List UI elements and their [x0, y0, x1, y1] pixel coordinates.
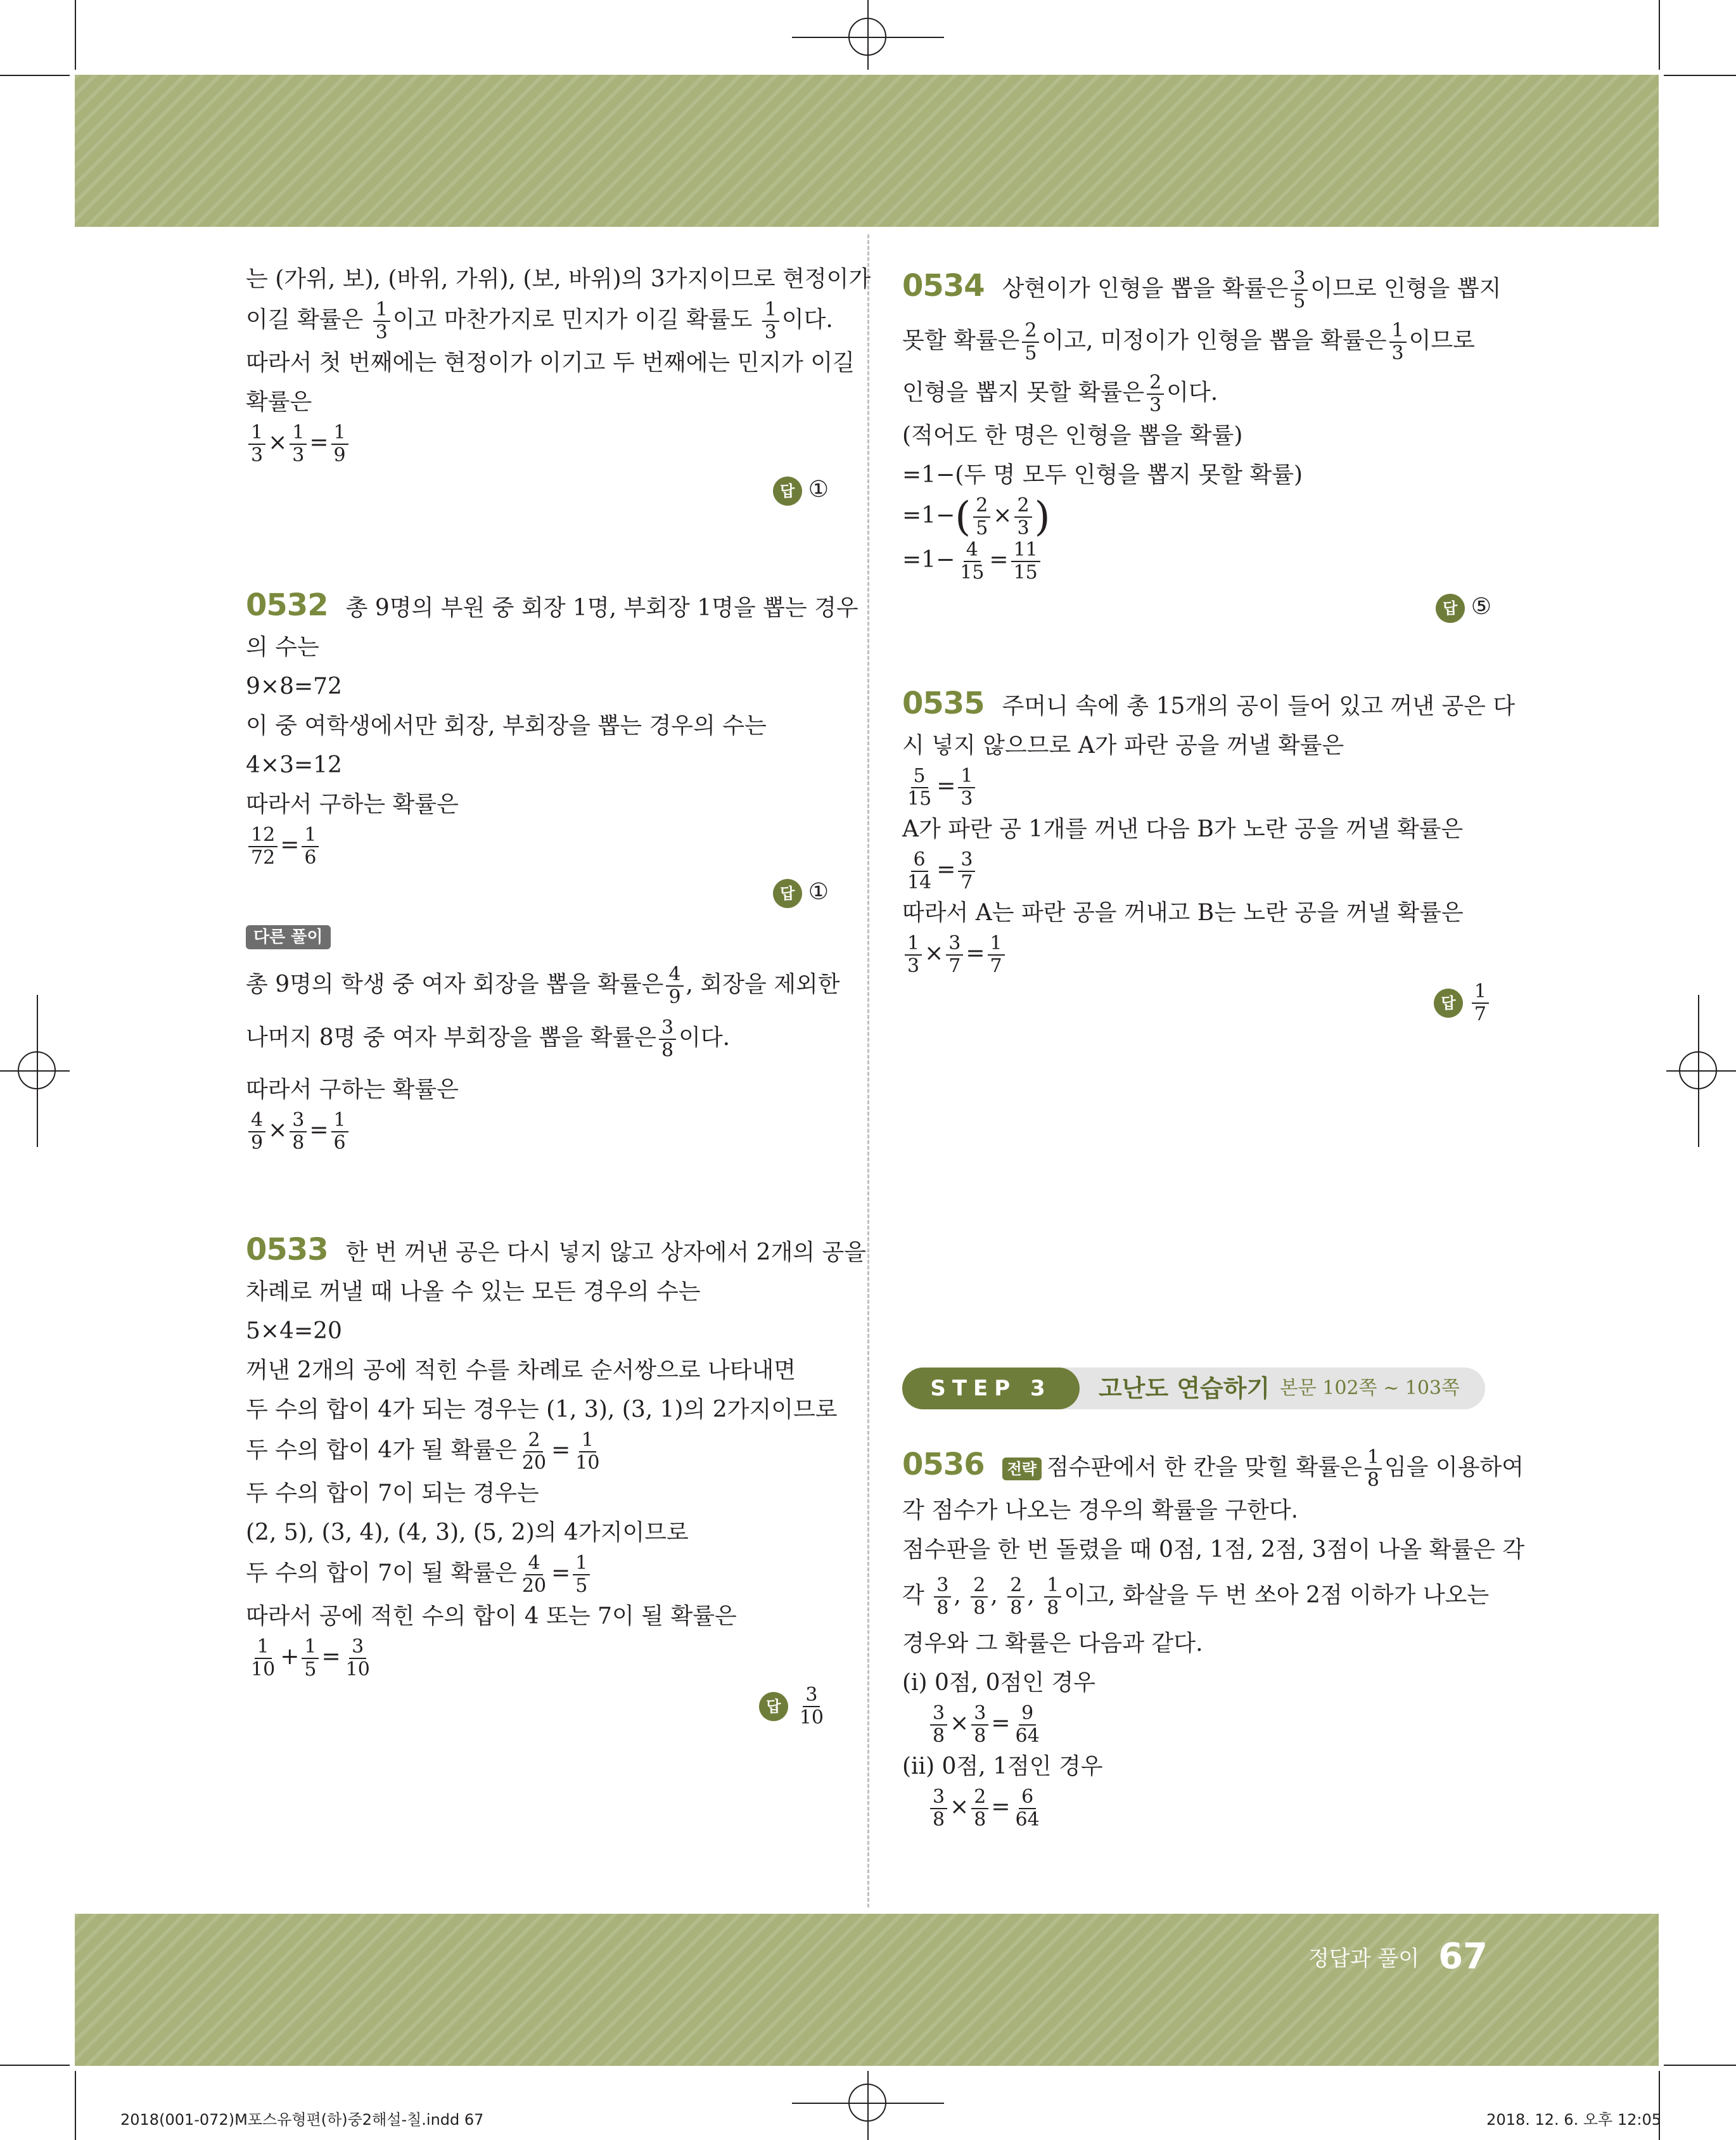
answer-value: $\frac{1}{7}$: [1472, 981, 1489, 1025]
equation: =1− $\frac{4}{15}$ = $\frac{11}{15}$: [902, 539, 1491, 584]
answer: [246, 873, 829, 912]
text-line: 경우와 그 확률은 다음과 같다.: [902, 1631, 1203, 1656]
text-line: 나머지 8명 중 여자 부회장을 뽑을 확률은 $\frac{3}{8}$ 이다.: [246, 1016, 731, 1061]
equation: $\frac{12}{72}$ = $\frac{1}{6}$: [246, 824, 829, 869]
text-line: 꺼낸 2개의 공에 적힌 수를 차례로 순서쌍으로 나타내면: [246, 1357, 796, 1383]
text-line: 인형을 뽑지 못할 확률은 $\frac{2}{3}$ 이다.: [902, 371, 1218, 416]
answer-value: $\frac{3}{10}$: [799, 1684, 824, 1729]
answer: [902, 587, 1491, 627]
problem-number: 0533: [246, 1232, 328, 1267]
text-line: 의 수는: [246, 634, 319, 660]
text-line: 각 $\frac{3}{8}$ , $\frac{2}{8}$ , $\frac{2}{8}$ , $\frac{1}{8}$ 이고, 화살을 두 번 쏘아 2점 이하가 나오는: [902, 1574, 1490, 1619]
text-line: 시 넣지 않으므로 A가 파란 공을 꺼낼 확률은: [902, 733, 1344, 759]
text-line: 점수판을 한 번 돌렸을 때 0점, 1점, 2점, 3점이 나올 확률은 각: [902, 1537, 1525, 1563]
text-line: 따라서 구하는 확률은: [246, 791, 459, 817]
answer-badge: 답: [1434, 989, 1463, 1018]
page-footer: [1308, 1936, 1488, 1977]
step-banner: [902, 1368, 1485, 1409]
problem-number: 0535: [902, 686, 985, 721]
text-line: 는 (가위, 보), (바위, 가위), (보, 바위)의 3가지이므로 현정이가: [246, 266, 871, 292]
answer-badge: 답: [1436, 594, 1465, 623]
text-line: (2, 5), (3, 4), (4, 3), (5, 2)의 4가지이므로: [246, 1520, 689, 1546]
intro-solution: [246, 260, 871, 509]
text-line: =1−(두 명 모두 인형을 뽑지 못할 확률): [902, 462, 1303, 488]
text-line: 두 수의 합이 4가 될 확률은 $\frac{2}{20}$ = $\frac{1}{10}$: [246, 1429, 600, 1474]
alt-solution-label: 다른 풀이: [246, 925, 331, 949]
fraction: $\frac{1}{3}$: [762, 299, 779, 343]
equation: $\frac{1}{3}$ × $\frac{3}{7}$ = $\frac{1}{7}$: [902, 933, 1491, 977]
equation: $\frac{3}{8}$ × $\frac{3}{8}$ = $\frac{9}{64}$: [902, 1703, 1491, 1747]
equation: $\frac{3}{8}$ × $\frac{2}{8}$ = $\frac{6}{64}$: [902, 1786, 1491, 1831]
answer: [246, 470, 829, 509]
section-label: 정답과 풀이: [1308, 1946, 1420, 1971]
text-line: 4×3=12: [246, 752, 342, 778]
text-line: 따라서 구하는 확률은: [246, 1077, 459, 1103]
equation: $\frac{1}{3}$ × $\frac{1}{3}$ = $\frac{1}{9}$: [246, 422, 829, 466]
text-line: 두 수의 합이 4가 되는 경우는 (1, 3), (3, 1)의 2가지이므로: [246, 1397, 838, 1423]
text-line: 9×8=72: [246, 674, 342, 700]
right-column: [902, 266, 1516, 1025]
problem-0534: 0534 상현이가 인형을 뽑을 확률은 $\frac{3}{5}$ 이므로 인형을 뽑지 못할 확률은 $\frac{2}{5}$ 이고, 미정이가 인형을 뽑을 확률은 $\frac{1}{3}$ 이므로 인형을 뽑지 못할 확률은 $\frac{2}{3}$ 이다. (적어도 한 명은 인형을 뽑을 확률) =1−(두 명 모두 인형을 뽑지 못할 확률) =1−( $\frac{2}{5}$ × $\frac{2}{3}$ ) =1− $\frac{4}{15}$ = $\frac{11}{15}$ 답 ⑤: [902, 266, 1491, 627]
problem-0535: 0535 주머니 속에 총 15개의 공이 들어 있고 꺼낸 공은 다 시 넣지 않으므로 A가 파란 공을 꺼낼 확률은 $\frac{5}{15}$ = $\frac{1}{3}$ A가 파란 공 1개를 꺼낸 다음 B가 노란 공을 꺼낼 확률은 $\frac{6}{14}$ = $\frac{3}{7}$ 따라서 A는 파란 공을 꺼내고 B는 노란 공을 꺼낼 확률은 $\frac{1}{3}$ × $\frac{3}{7}$ = $\frac{1}{7}$ 답 $\frac{1}{7}$: [902, 686, 1516, 1025]
equation: $\frac{6}{14}$ = $\frac{3}{7}$: [902, 849, 1491, 894]
strategy-text: 각 점수가 나오는 경우의 확률을 구한다.: [902, 1497, 1299, 1523]
left-column: [246, 260, 871, 1729]
text-line: 두 수의 합이 7이 되는 경우는: [246, 1480, 539, 1506]
equation: $\frac{5}{15}$ = $\frac{1}{3}$: [902, 766, 1491, 810]
answer: [246, 1684, 829, 1729]
text-line: 따라서 공에 적힌 수의 합이 4 또는 7이 될 확률은: [246, 1603, 737, 1629]
equation: $\frac{1}{10}$ + $\frac{1}{5}$ = $\frac{3}{10}$: [251, 1636, 370, 1681]
text-line: 확률은: [246, 389, 312, 415]
text-line: 이 중 여학생에서만 회장, 부회장을 뽑는 경우의 수는: [246, 713, 767, 739]
text-line: 5×4=20: [246, 1318, 342, 1344]
text-line: A가 파란 공 1개를 꺼낸 다음 B가 노란 공을 꺼낼 확률은: [902, 816, 1464, 842]
fraction: $\frac{1}{3}$: [373, 299, 390, 343]
problem-0536: 0536 전략 점수판에서 한 칸을 맞힐 확률은 $\frac{1}{8}$ 임을 이용하여 각 점수가 나오는 경우의 확률을 구한다. 점수판을 한 번 돌렸을 때 0점, 1점, 2점, 3점이 나올 확률은 각 각 $\frac{3}{8}$ , $\frac{2}{8}$ , $\frac{2}{8}$ , $\frac{1}{8}$ 이고, 화살을 두 번 쏘아 2점 이하가 나오는 경우와 그 확률은 다음과 같다. (ⅰ) 0점, 0점인 경우 $\frac{3}{8}$ × $\frac{3}{8}$ = $\frac{9}{64}$ (ⅱ) 0점, 1점인 경우 $\frac{3}{8}$ × $\frac{2}{8}$ = $\frac{6}{64}$: [902, 1446, 1525, 1831]
answer: [902, 981, 1491, 1025]
text-line: 이길 확률은 $\frac{1}{3}$ 이고 마찬가지로 민지가 이길 확률도 $\frac{1}{3}$ 이다.: [246, 298, 833, 343]
case-label: (ⅱ) 0점, 1점인 경우: [902, 1753, 1103, 1779]
header-band: [75, 75, 1659, 227]
problem-number: 0534: [902, 268, 985, 304]
text-line: 차례로 꺼낼 때 나올 수 있는 모든 경우의 수는: [246, 1279, 701, 1305]
text-line: 두 수의 합이 7이 될 확률은 $\frac{4}{20}$ = $\frac{1}{5}$: [246, 1553, 829, 1597]
strategy-tag: 전략: [1002, 1458, 1042, 1480]
column-divider: [867, 234, 869, 1907]
text-line: 못할 확률은 $\frac{2}{5}$ 이고, 미정이가 인형을 뽑을 확률은 $\frac{1}{3}$ 이므로: [902, 319, 1475, 364]
print-slug-file: 2018(001-072)M포스유형편(하)중2해설-칠.indd 67: [120, 2111, 484, 2129]
answer-value: ⑤: [1471, 594, 1491, 620]
problem-number: 0532: [246, 587, 328, 623]
text-line: (적어도 한 명은 인형을 뽑을 확률): [902, 423, 1243, 449]
answer-badge: 답: [773, 477, 802, 506]
answer-value: ①: [808, 477, 829, 503]
problem-0532: 0532 총 9명의 부원 중 회장 1명, 부회장 1명을 뽑는 경우 의 수는 9×8=72 이 중 여학생에서만 회장, 부회장을 뽑는 경우의 수는 4×3=12 따라서 구하는 확률은 $\frac{12}{72}$ = $\frac{1}{6}$ 답 ① 다른 풀이 총 9명의 학생 중 여자 회장을 뽑을 확률은 $\frac{4}{9}$ , 회장을 제외한 나머지 8명 중 여자 부회장을 뽑을 확률은 $\frac{3}{8}$ 이다. 따라서 구하는 확률은 $\frac{4}{9}$ × $\frac{3}{8}$ = $\frac{1}{6}$: [246, 587, 858, 1154]
page-number: 67: [1438, 1936, 1488, 1977]
answer-badge: 답: [759, 1692, 788, 1721]
text-line: 총 9명의 학생 중 여자 회장을 뽑을 확률은 $\frac{4}{9}$ , 회장을 제외한: [246, 963, 840, 1008]
step-reference: 본문 102쪽 ~ 103쪽: [1279, 1377, 1460, 1399]
text-line: 따라서 첫 번째에는 현정이가 이기고 두 번째에는 민지가 이길: [246, 350, 855, 376]
print-slug-date: 2018. 12. 6. 오후 12:05: [1486, 2111, 1661, 2129]
problem-0533: 0533 한 번 꺼낸 공은 다시 넣지 않고 상자에서 2개의 공을 차례로 꺼낼 때 나올 수 있는 모든 경우의 수는 5×4=20 꺼낸 2개의 공에 적힌 수를 차례로 순서쌍으로 나타내면 두 수의 합이 4가 되는 경우는 (1, 3), (3, 1)의 2가지이므로 두 수의 합이 4가 될 확률은 $\frac{2}{20}$ = $\frac{1}{10}$ 두 수의 합이 7이 되는 경우는 (2, 5), (3, 4), (4, 3), (5, 2)의 4가지이므로 두 수의 합이 7이 될 확률은 $\frac{4}{20}$ = $\frac{1}{5}$ 따라서 공에 적힌 수의 합이 4 또는 7이 될 확률은 $\frac{1}{10}$ + $\frac{1}{5}$ = $\frac{3}{10}$ 답 $\frac{3}{10}$: [246, 1232, 867, 1729]
answer-value: ①: [808, 879, 829, 905]
case-label: (ⅰ) 0점, 0점인 경우: [902, 1670, 1096, 1696]
step-title: 고난도 연습하기: [1099, 1374, 1270, 1402]
equation: =1−( $\frac{2}{5}$ × $\frac{2}{3}$ ): [902, 494, 1050, 541]
answer-badge: 답: [773, 879, 802, 908]
equation: $\frac{4}{9}$ × $\frac{3}{8}$ = $\frac{1}{6}$: [246, 1110, 829, 1154]
step-label: STEP 3: [902, 1368, 1080, 1409]
problem-number: 0536: [902, 1447, 985, 1482]
text-line: 따라서 A는 파란 공을 꺼내고 B는 노란 공을 꺼낼 확률은: [902, 900, 1464, 926]
